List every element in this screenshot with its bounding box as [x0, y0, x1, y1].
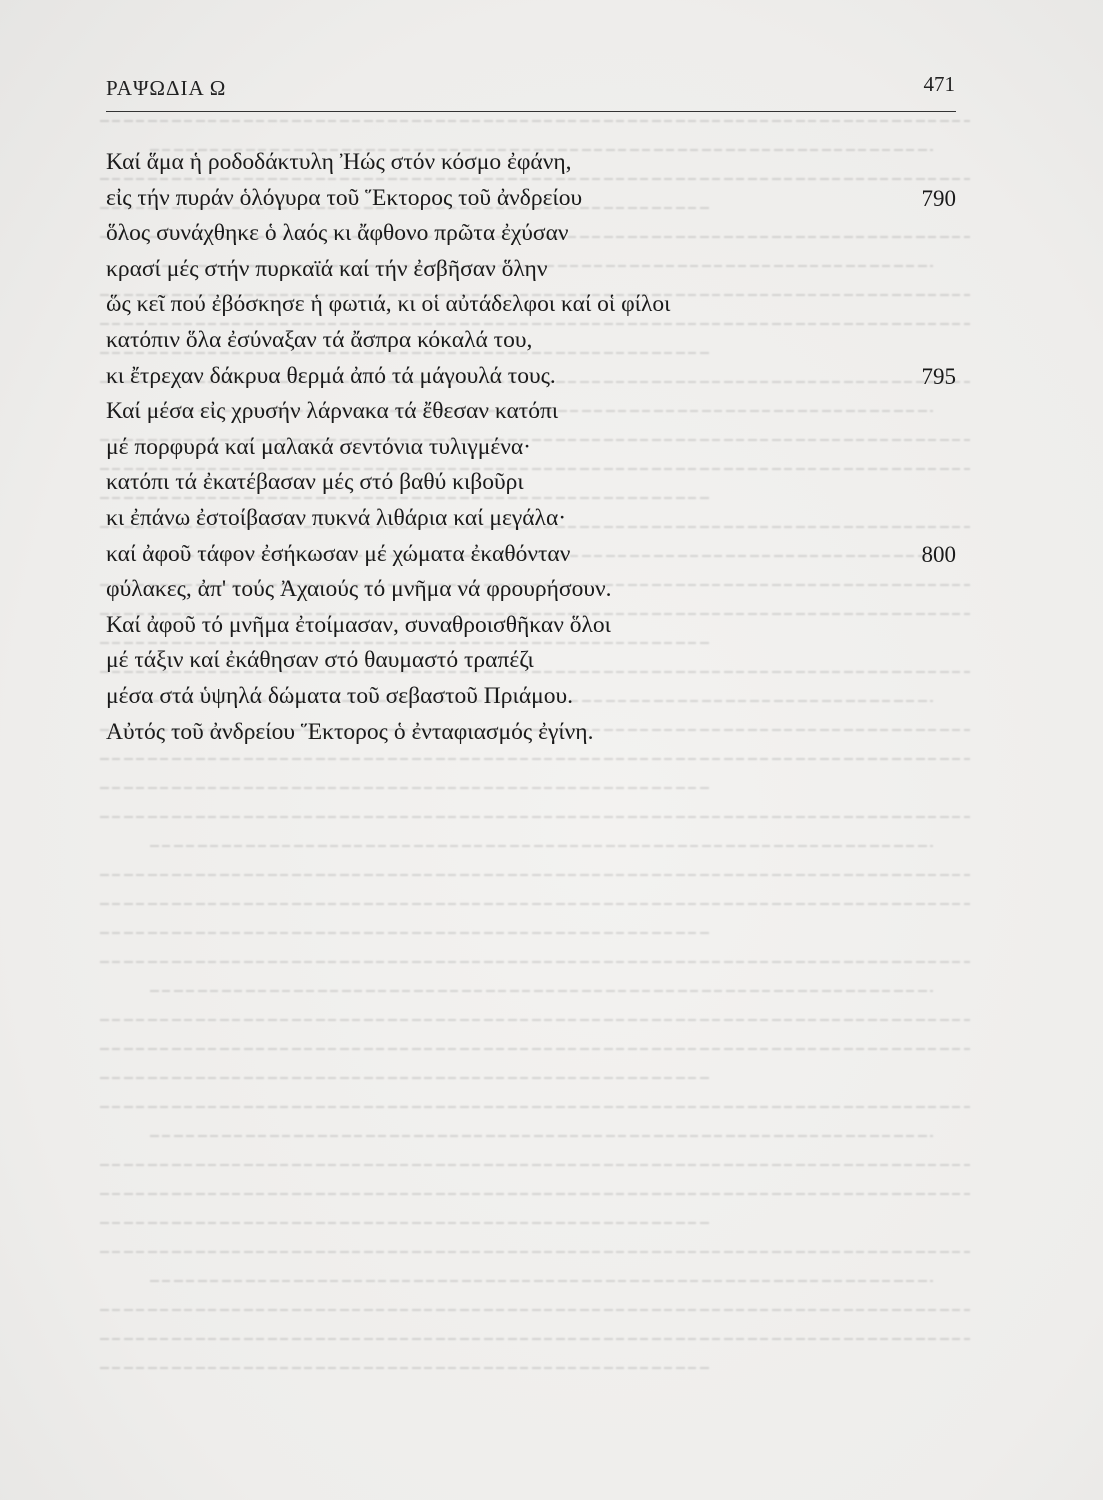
verse-line	[106, 465, 966, 501]
verse-line	[106, 643, 966, 679]
verse-text: ὅλος συνάχθηκε ὁ λαός κι ἄφθονο πρῶτα ἐχύσαν	[106, 220, 569, 247]
verse-line	[106, 679, 966, 715]
verse-line	[106, 181, 966, 217]
line-number: 800	[921, 541, 956, 567]
verse-line	[106, 145, 966, 181]
line-number: 790	[921, 185, 956, 211]
verse-text: κι ἔτρεχαν δάκρυα θερμά ἀπό τά μάγουλά τους.	[106, 362, 556, 389]
verse-line	[106, 715, 966, 751]
verse-text: μέσα στά ὑψηλά δώματα τοῦ σεβαστοῦ Πριάμου.	[106, 682, 573, 709]
verse-text: μέ τάξιν καί ἐκάθησαν στό θαυμαστό τραπέζι	[106, 647, 534, 674]
verse-text: κατόπιν ὅλα ἐσύναξαν τά ἄσπρα κόκαλά του,	[106, 326, 533, 353]
verse-line	[106, 252, 966, 288]
verse-line	[106, 394, 966, 430]
verse-text: Καί ἀφοῦ τό μνῆμα ἐτοίμασαν, συναθροισθῆκαν ὅλοι	[106, 611, 611, 638]
verse-line	[106, 216, 966, 252]
verse-text: κρασί μές στήν πυρκαϊά καί τήν ἐσβῆσαν ὅλην	[106, 255, 548, 282]
verse-text: Αὐτός τοῦ ἀνδρείου Ἕκτορος ὁ ἐνταφιασμός ἐγίνη.	[106, 718, 594, 745]
verse-line	[106, 430, 966, 466]
header-rule	[106, 111, 956, 112]
page-number: 471	[923, 72, 955, 96]
running-title: ΡΑΨΩΔΙΑ Ω	[106, 76, 227, 100]
verse-line	[106, 572, 966, 608]
verse-text: φύλακες, ἀπ' τούς Ἀχαιούς τό μνῆμα νά φρουρήσουν.	[106, 576, 612, 603]
verse-text: καί ἀφοῦ τάφον ἐσήκωσαν μέ χώματα ἐκαθόνταν	[106, 540, 571, 567]
verse-list	[106, 145, 966, 750]
verse-text: εἰς τήν πυράν ὁλόγυρα τοῦ Ἕκτορος τοῦ ἀνδρείου	[106, 184, 583, 211]
verse-line	[106, 537, 966, 573]
verse-line	[106, 608, 966, 644]
verse-text: Καί μέσα εἰς χρυσήν λάρνακα τά ἔθεσαν κατόπι	[106, 398, 559, 425]
verse-line	[106, 501, 966, 537]
verse-text: κατόπι τά ἐκατέβασαν μές στό βαθύ κιβοῦρι	[106, 469, 524, 496]
verse-text: ὥς κεῖ πού ἐβόσκησε ἡ φωτιά, κι οἱ αὐτάδελφοι καί οἱ φίλοι	[106, 291, 671, 318]
verse-text: κι ἐπάνω ἐστοίβασαν πυκνά λιθάρια καί μεγάλα·	[106, 504, 567, 531]
verse-line	[106, 323, 966, 359]
verse-line	[106, 287, 966, 323]
verse-text: μέ πορφυρά καί μαλακά σεντόνια τυλιγμένα·	[106, 433, 531, 460]
line-number: 795	[921, 363, 956, 389]
verse-line	[106, 359, 966, 395]
verse-text: Καί ἅμα ἡ ροδοδάκτυλη Ἠώς στόν κόσμο ἐφάνη,	[106, 149, 572, 175]
